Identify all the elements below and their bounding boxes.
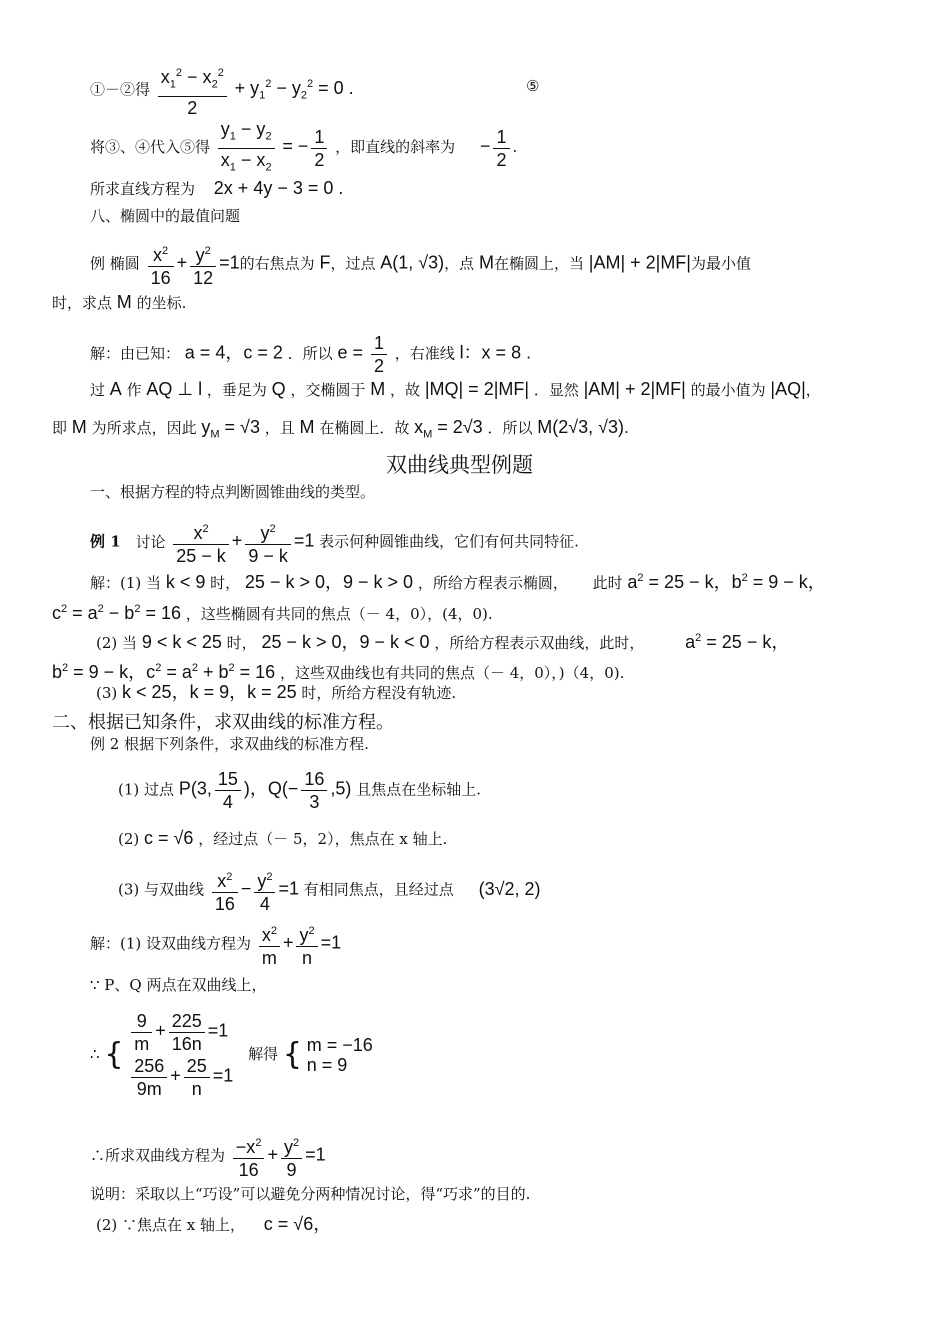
sol2-final: ∴所求双曲线方程为 $\frac{-x^2}{16}$ + $\frac{y^2}{9}$ =1 — [90, 1132, 326, 1181]
text: ，且 — [264, 419, 295, 437]
text: ，即直线的斜率为 — [335, 138, 456, 157]
text: 的坐标. — [136, 294, 187, 312]
text: 时， — [210, 574, 241, 592]
text: A(1, √3) — [380, 252, 445, 273]
example-line-2 — [52, 292, 186, 313]
text: ，垂足为 — [206, 381, 267, 399]
sol1-line1: 解：(1) 当 k < 9 时， 25 − k > 0，9 − k > 0 ，所给方程表示椭圆， 此时 $a^2 = 25 - k$，$b^2 = 9 - k$， — [90, 572, 826, 592]
text: 有相同焦点，且经过点 — [303, 880, 454, 899]
text: 的右焦点为 — [239, 254, 315, 273]
text: a = 4，c = 2 — [184, 342, 283, 363]
system-equations: $\frac{9}{m}$ + $\frac{225}{16n}$ =1 $\frac{256}{9m}$ + $\frac{25}{n}$ =1 — [128, 1010, 233, 1100]
text: 例 1 — [90, 532, 121, 551]
ex2-cond3: (3) 与双曲线 $\frac{x^2}{16}$ − $\frac{y^2}{4}$ =1 有相同焦点，且经过点 (3√2, 2) — [118, 866, 541, 915]
solution-values: m = −16 n = 9 — [306, 1035, 373, 1075]
text: ，所给方程表示椭圆， — [417, 574, 568, 592]
text: (1) 过点 — [118, 780, 175, 799]
eq-line-3: 所求直线方程为 2x + 4y − 3 = 0 . — [90, 178, 344, 198]
text: ，交椭圆于 — [290, 381, 366, 399]
text: e = — [337, 342, 368, 363]
text: 且焦点在坐标轴上. — [356, 780, 481, 799]
sol1-line4: $b^2 = 9 - k$，$c^2 = a^2 + b^2 = 16$ ，这些双曲线也有共同的焦点（－ 4，0），)（4，0). — [52, 662, 625, 682]
last-line: (2) ∵焦点在 x 轴上， c = √6， — [96, 1214, 332, 1234]
heading-8: 八、椭圆中的最值问题 — [90, 207, 241, 225]
text: (2) 当 — [96, 634, 138, 652]
text: 为所求点，因此 — [91, 419, 197, 437]
text: (3) — [96, 684, 118, 702]
text: F — [319, 252, 331, 273]
text: 解：由已知： — [90, 344, 181, 363]
marker-5: ⑤ — [526, 77, 540, 95]
eq-line-2: 将③、④代入⑤得 $\frac{y_1 - y_2}{x_1 - x_2}$ = − $\frac{1}{2}$ ，即直线的斜率为 − $\frac{1}{2}$ . — [90, 118, 517, 178]
text: 在椭圆上，当 — [493, 254, 584, 273]
sol2-line2: ∵ P、Q 两点在双曲线上， — [90, 976, 267, 994]
fraction: $\frac{y_1 - y_2}{x_1 - x_2}$ — [218, 118, 275, 178]
text: (3) 与双曲线 — [118, 880, 205, 899]
text: ，这些椭圆有共同的焦点（－ 4，0），(4，0). — [185, 605, 493, 623]
text: 作 — [126, 381, 142, 399]
example-line: 例 椭圆 $\frac{x^2}{16}$ + $\frac{y^2}{12}$ =1的右焦点为 F，过点 A(1, √3)，点 M在椭圆上，当 |AM| + 2|MF|为最小值 — [90, 240, 751, 289]
text: ，经过点（－ 5，2），焦点在 x 轴上. — [198, 830, 448, 848]
fraction: $\frac{1}{2}$ — [493, 126, 509, 171]
section-1: 一、根据方程的特点判断圆锥曲线的类型。 — [90, 483, 376, 501]
text: |AM| + 2|MF| — [588, 252, 691, 273]
fraction: $\frac{x^2}{16}$ — [148, 240, 174, 289]
fraction: $\frac{y^2}{9}$ — [281, 1132, 302, 1181]
sol1-line3: (2) 当 9 < k < 25 时， 25 − k > 0，9 − k < 0 ，所给方程表示双曲线，此时， $a^2 = 25 - k$， — [96, 632, 790, 652]
text: ，过点 — [330, 254, 376, 273]
fraction: $\frac{1}{2}$ — [371, 332, 387, 377]
text: 解：(1) 设双曲线方程为 — [90, 934, 252, 953]
text: 讨论 — [135, 532, 166, 551]
text: 即 — [52, 419, 68, 437]
fraction: $\frac{-x^2}{16}$ — [233, 1132, 265, 1181]
text: 为最小值 — [690, 254, 751, 273]
text: 过 — [90, 381, 106, 399]
page-title: 双曲线典型例题 — [386, 453, 533, 477]
text: 例 椭圆 — [90, 254, 140, 273]
note: 说明：采取以上“巧设”可以避免分两种情况讨论，得“巧求”的目的. — [90, 1185, 531, 1203]
text: ，这些双曲线也有共同的焦点（－ 4，0），)（4，0). — [279, 664, 625, 682]
text: 所求直线方程为 — [90, 180, 196, 198]
fraction: $\frac{y^2}{9 - k}$ — [245, 518, 291, 567]
text: 的最小值为 — [690, 381, 766, 399]
example-2: 例 2 根据下列条件，求双曲线的标准方程. — [90, 735, 369, 753]
text: l：x = 8 . — [459, 342, 532, 363]
text: ．显然 — [533, 381, 579, 399]
sol2-line1: 解：(1) 设双曲线方程为 $\frac{x^2}{m}$ + $\frac{y^2}{n}$ =1 — [90, 920, 341, 969]
fraction: $\frac{1}{2}$ — [311, 126, 327, 171]
text: ∴所求双曲线方程为 — [90, 1146, 226, 1165]
text: 解得 — [248, 1045, 279, 1063]
text: ∴ — [90, 1045, 100, 1063]
fraction: $\frac{x_1^2 - x_2^2}{2}$ — [158, 62, 227, 119]
text: 将③、④代入⑤得 — [90, 138, 211, 157]
text: 时，所给方程没有轨迹. — [301, 684, 457, 702]
sol1-line2: $c^2 = a^2 - b^2 = 16$ ，这些椭圆有共同的焦点（－ 4，0），(4，0). — [52, 603, 493, 623]
text: ，右准线 — [394, 344, 455, 363]
ex2-cond2: (2) c = √6 ，经过点（－ 5，2），焦点在 x 轴上. — [118, 828, 448, 848]
text: ①－②得 — [90, 80, 151, 99]
brace-icon: { — [282, 1037, 302, 1072]
section-2: 二、根据已知条件，求双曲线的标准方程。 — [52, 712, 394, 733]
text: 时，求点 — [52, 294, 113, 312]
text: M — [478, 252, 494, 273]
brace-icon: { — [104, 1037, 124, 1072]
solution-line — [90, 332, 531, 377]
text: ．所以 — [287, 344, 333, 363]
fraction: $\frac{x^2}{m}$ — [259, 920, 280, 969]
sol2-system — [90, 1010, 373, 1100]
sol1-line5: (3) k < 25，k = 9，k = 25 时，所给方程没有轨迹. — [96, 682, 457, 702]
text: ，所给方程表示双曲线，此时， — [434, 634, 645, 652]
ex2-cond1: (1) 过点 P(3, $\frac{15}{4}$ )，Q(− $\frac{16}{3}$ ,5) 且焦点在坐标轴上. — [118, 769, 481, 812]
fraction: $\frac{y^2}{n}$ — [296, 920, 317, 969]
fraction: $\frac{x^2}{16}$ — [212, 866, 238, 915]
text: 在椭圆上．故 — [319, 419, 410, 437]
text: (2) — [118, 830, 140, 848]
text: 表示何种圆锥曲线，它们有何共同特征. — [319, 532, 579, 551]
text: ．所以 — [487, 419, 533, 437]
fraction: $\frac{x^2}{25 - k}$ — [173, 518, 229, 567]
fraction: $\frac{y^2}{4}$ — [254, 866, 275, 915]
text: M — [116, 292, 132, 312]
text: 解：(1) 当 — [90, 574, 162, 592]
para-line-1: 过 A 作 AQ ⊥ l ，垂足为 Q ，交椭圆于 M ，故 |MQ| = 2|MF| ．显然 |AM| + 2|MF| 的最小值为 |AQ|， — [90, 379, 821, 399]
eq-line-1: ①－②得 $\frac{x_1^2 - x_2^2}{2}$ + $y_1^2 - y_2^2 = 0$ . — [90, 62, 354, 119]
text: ，故 — [390, 381, 421, 399]
para-line-2: 即 M 为所求点，因此 $y_M = √3$ ，且 M 在椭圆上．故 $x_M = 2√3$ ．所以 M(2√3, √3). — [52, 417, 629, 441]
fraction: $\frac{16}{3}$ — [301, 768, 327, 813]
text: 此时 — [592, 574, 623, 592]
text: ，点 — [444, 254, 475, 273]
text: (2) ∵焦点在 x 轴上， — [96, 1216, 246, 1234]
fraction: $\frac{15}{4}$ — [215, 768, 241, 813]
example-1: 例 1 讨论 $\frac{x^2}{25 - k}$ + $\frac{y^2}{9 - k}$ =1 表示何种圆锥曲线，它们有何共同特征. — [90, 518, 579, 567]
fraction: $\frac{y^2}{12}$ — [190, 240, 216, 289]
text: 时， — [226, 634, 257, 652]
